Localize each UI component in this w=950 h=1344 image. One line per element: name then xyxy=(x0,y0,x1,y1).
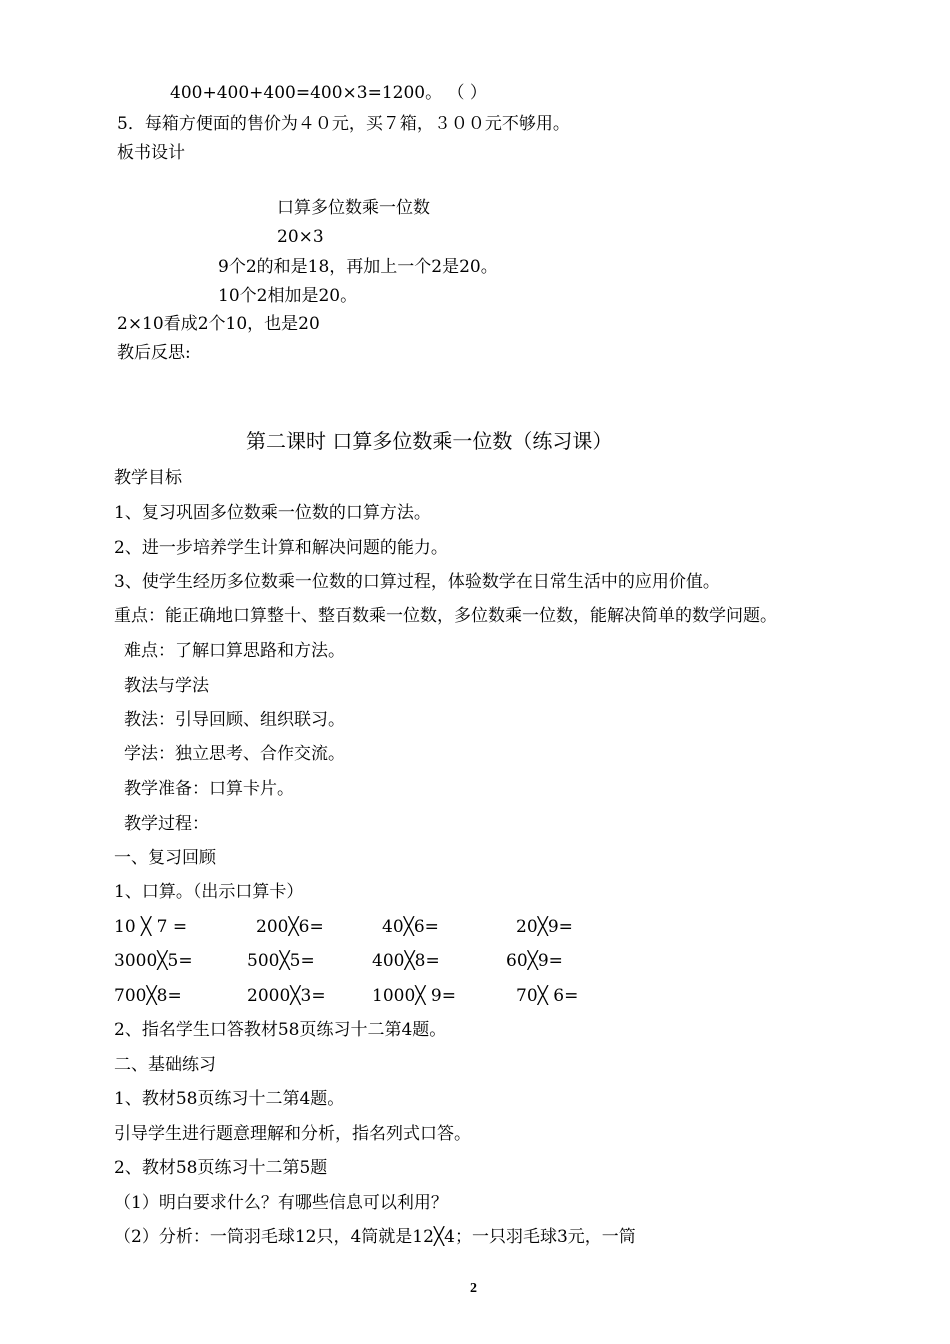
teach-method: 教法：引导回顾、组织联习。 xyxy=(124,710,345,730)
basic-item-2: 2、教材58页练习十二第5题 xyxy=(114,1158,328,1178)
basic-item-1-note: 引导学生进行题意理解和分析，指名列式口答。 xyxy=(114,1124,471,1144)
calc-cell: 400╳8= xyxy=(372,951,440,971)
teaching-process: 教学过程： xyxy=(124,814,209,834)
key-point: 重点：能正确地口算整十、整百数乘一位数，多位数乘一位数，能解决简单的数学问题。 xyxy=(114,606,777,626)
review-item-2: 2、指名学生口答教材58页练习十二第4题。 xyxy=(114,1020,447,1040)
calc-cell: 500╳5= xyxy=(247,951,315,971)
basic-item-2-question-2: （2）分析：一筒羽毛球12只，4筒就是12╳4；一只羽毛球3元，一筒 xyxy=(114,1227,636,1247)
reflection-label: 教后反思: xyxy=(117,343,191,363)
difficulty: 难点：了解口算思路和方法。 xyxy=(124,641,345,661)
board-line-1: 9个2的和是18，再加上一个2是20。 xyxy=(218,257,498,277)
goals-heading: 教学目标 xyxy=(114,468,182,488)
methods-heading: 教法与学法 xyxy=(124,676,209,696)
oral-calc-heading: 1、口算。（出示口算卡） xyxy=(114,882,304,902)
board-line-3: 2×10看成2个10，也是20 xyxy=(117,314,320,334)
basic-item-1: 1、教材58页练习十二第4题。 xyxy=(114,1089,345,1109)
teaching-prep: 教学准备：口算卡片。 xyxy=(124,779,294,799)
board-design-heading: 板书设计 xyxy=(117,143,185,163)
lesson-title: 第二课时 口算多位数乘一位数（练习课） xyxy=(246,429,613,453)
goal-2: 2、进一步培养学生计算和解决问题的能力。 xyxy=(114,538,448,558)
item-5: 5．每箱方便面的售价为４０元，买７箱，３００元不够用。 xyxy=(117,114,570,134)
calc-cell: 10 ╳ 7 = xyxy=(114,917,188,937)
goal-1: 1、复习巩固多位数乘一位数的口算方法。 xyxy=(114,503,431,523)
board-line-2: 10个2相加是20。 xyxy=(218,286,358,306)
calc-cell: 1000╳ 9= xyxy=(372,986,456,1006)
basic-item-2-question-1: （1）明白要求什么？有哪些信息可以利用？ xyxy=(114,1193,448,1213)
calc-cell: 40╳6= xyxy=(382,917,439,937)
calc-line: 400+400+400=400×3=1200。 （ ） xyxy=(170,83,487,103)
calc-cell: 60╳9= xyxy=(506,951,563,971)
calc-cell: 20╳9= xyxy=(516,917,573,937)
board-expr: 20×3 xyxy=(277,227,324,247)
calc-cell: 70╳ 6= xyxy=(516,986,579,1006)
calc-cell: 3000╳5= xyxy=(114,951,193,971)
learn-method: 学法：独立思考、合作交流。 xyxy=(124,744,345,764)
goal-3: 3、使学生经历多位数乘一位数的口算过程，体验数学在日常生活中的应用价值。 xyxy=(114,572,720,592)
page-number: 2 xyxy=(470,1281,477,1296)
calc-cell: 700╳8= xyxy=(114,986,182,1006)
board-title: 口算多位数乘一位数 xyxy=(277,198,430,218)
calc-cell: 2000╳3= xyxy=(247,986,326,1006)
calc-cell: 200╳6= xyxy=(256,917,324,937)
review-heading: 一、复习回顾 xyxy=(114,848,216,868)
basic-practice-heading: 二、基础练习 xyxy=(114,1055,216,1075)
